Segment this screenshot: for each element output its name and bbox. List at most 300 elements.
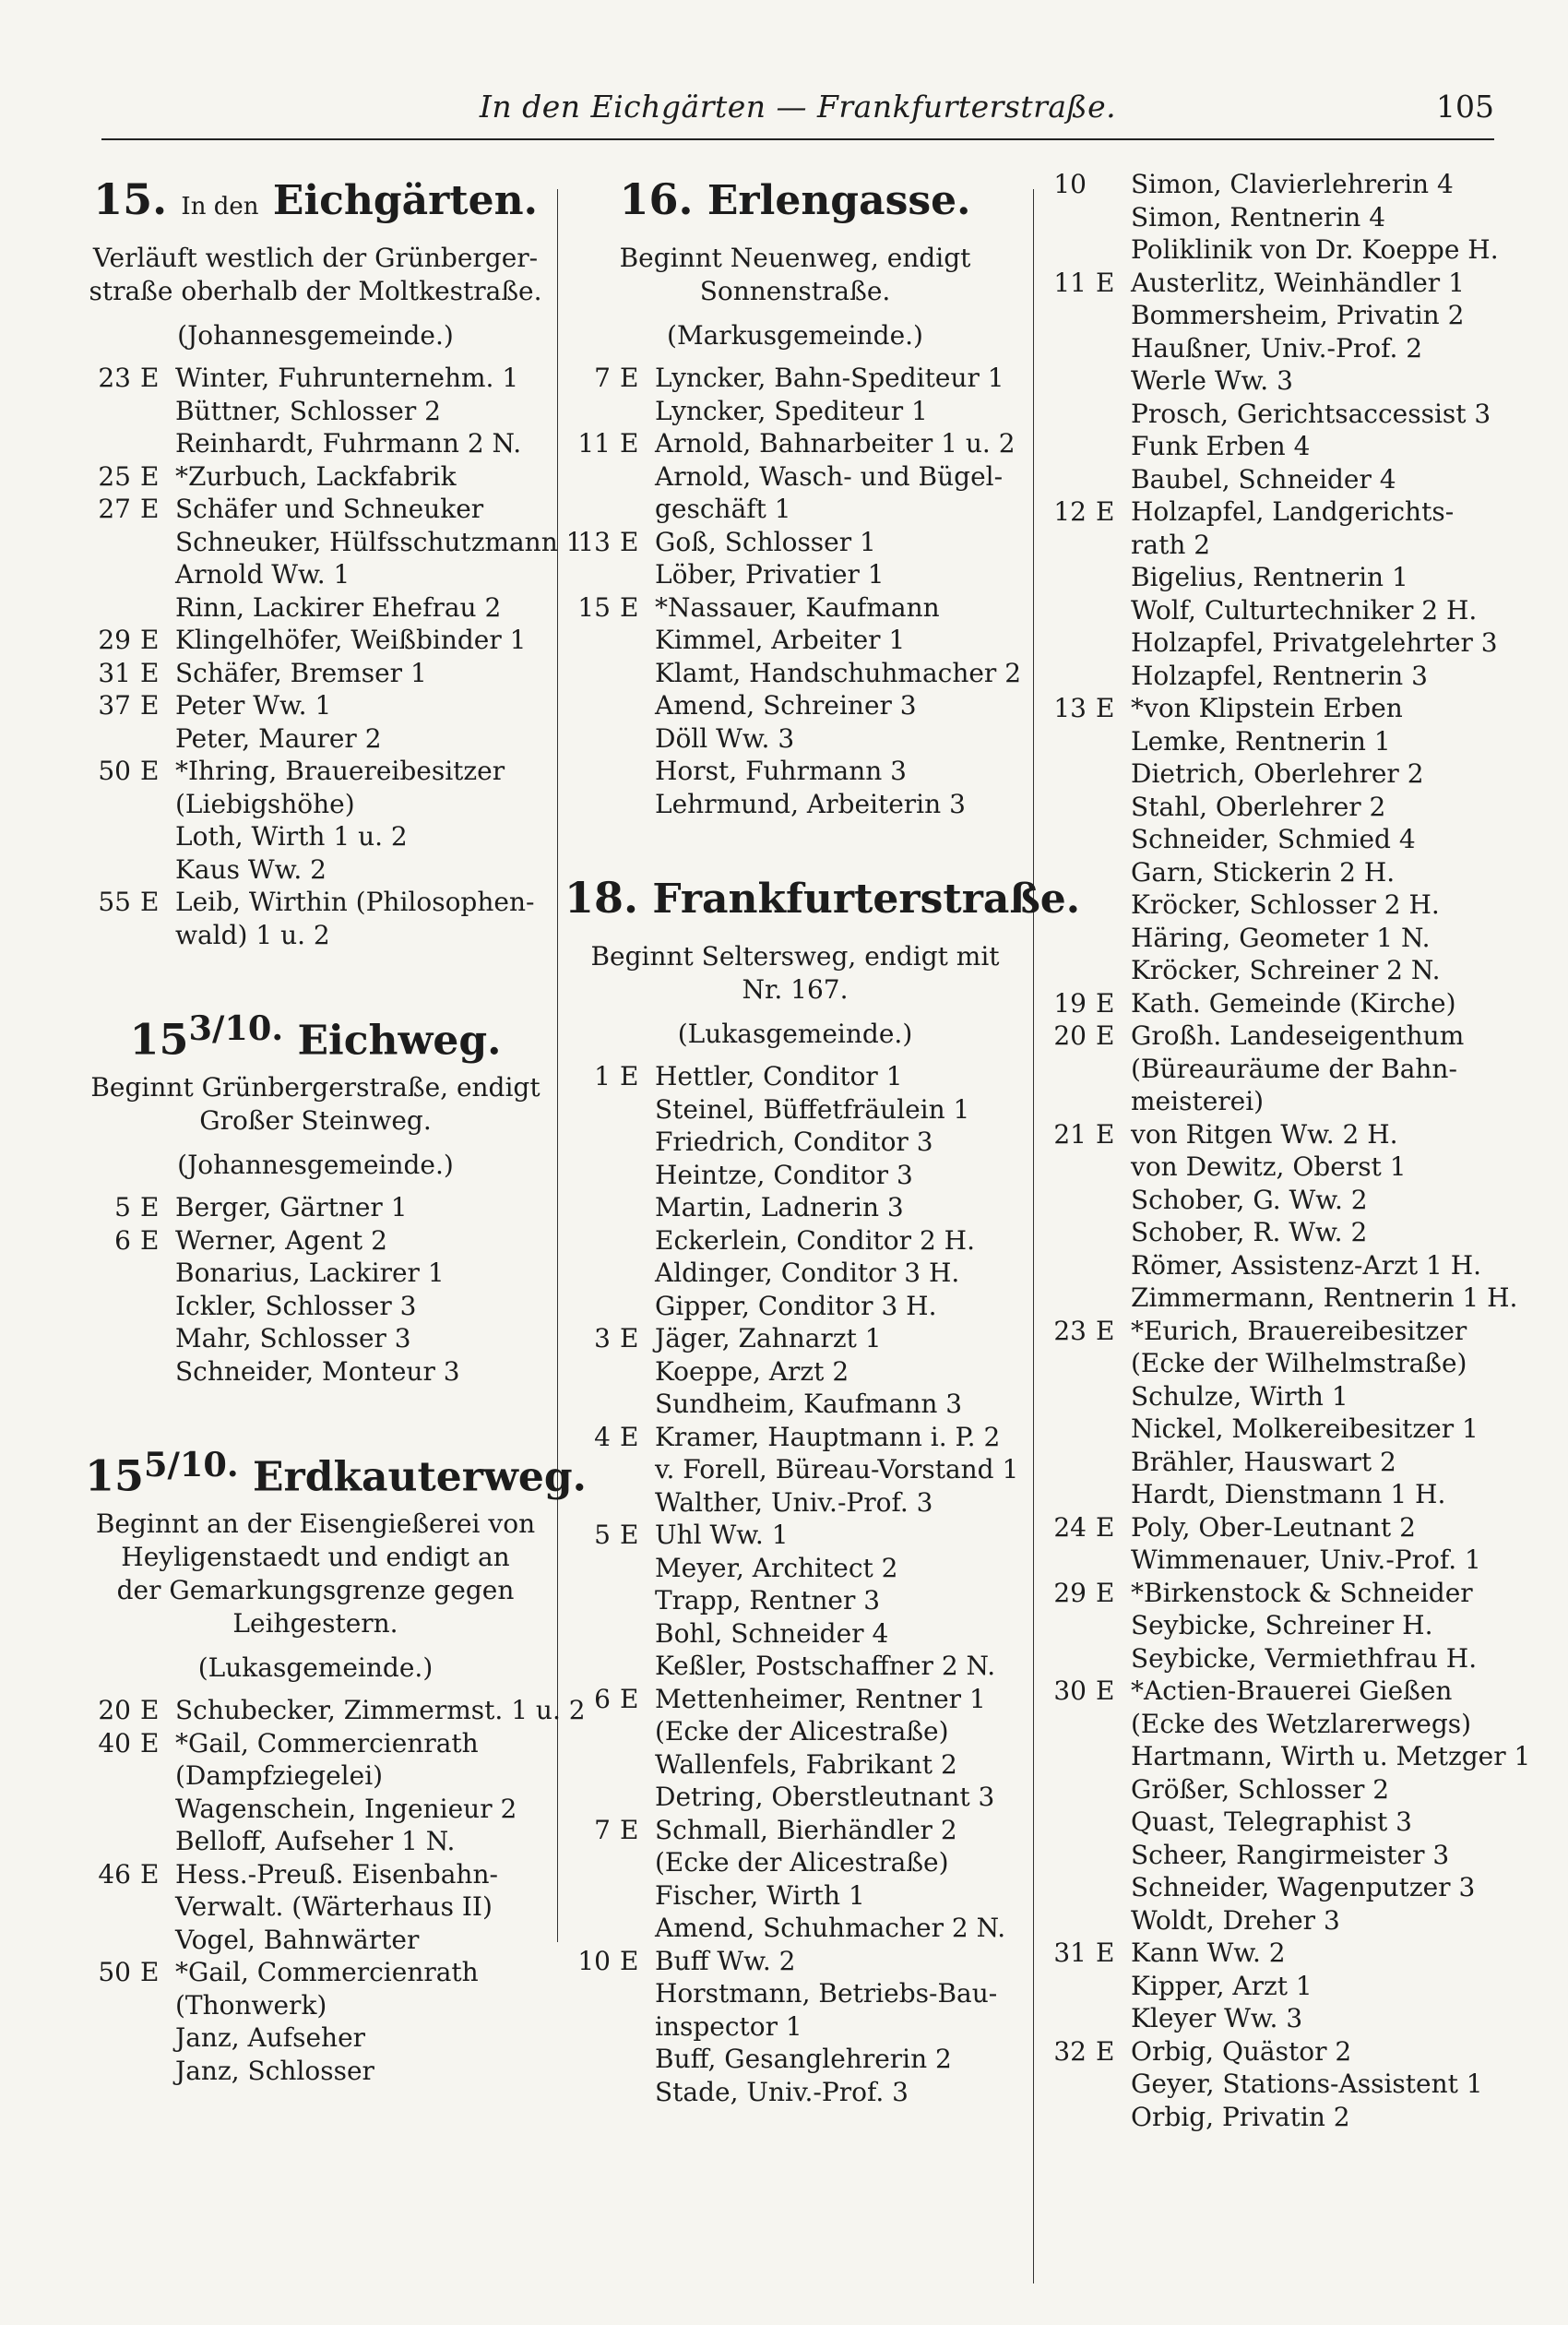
description-line: Heyligenstaedt und endigt an: [121, 1542, 510, 1572]
entry-line: Lehrmund, Arbeiterin 3: [655, 788, 966, 819]
description-line: Beginnt an der Eisengießerei von: [95, 1508, 536, 1539]
directory-entry: [85, 886, 546, 951]
owner-mark: E: [620, 1945, 639, 1976]
directory-entry: [85, 820, 546, 853]
entry-line: rath 2: [1131, 529, 1211, 560]
directory-entry: [85, 1191, 546, 1224]
directory-entry: [1040, 954, 1502, 987]
entry-line: Schneider, Schmied 4: [1131, 824, 1416, 854]
entry-text: [564, 2076, 1026, 2109]
entry-text: [1040, 594, 1502, 627]
directory-entry: [85, 1858, 546, 1924]
house-number: 29: [98, 625, 131, 655]
directory-entry: [1040, 1904, 1502, 1938]
entry-text: [564, 1977, 1026, 2043]
entry-text: [564, 755, 1026, 788]
entry-line: Mahr, Schlosser 3: [175, 1323, 411, 1353]
description-line: Sonnenstraße.: [699, 276, 891, 306]
entry-line: Holzapfel, Landgerichts-: [1131, 496, 1455, 527]
entry-line: v. Forell, Büreau-Vorstand 1: [655, 1454, 1019, 1484]
entry-line: Büttner, Schlosser 2: [175, 395, 441, 426]
entry-text: [85, 1924, 546, 1957]
house-number: 13: [1053, 693, 1087, 723]
entry-text: [1040, 1642, 1502, 1675]
street-section: [85, 1388, 587, 2087]
owner-mark: E: [140, 625, 160, 655]
house-number: 13: [577, 526, 611, 557]
owner-mark: E: [140, 1192, 160, 1222]
entry-text: [1040, 823, 1502, 856]
entry-text: [1040, 626, 1502, 660]
entry-text: [1040, 1380, 1502, 1413]
directory-entry: [564, 1093, 1026, 1127]
directory-entry: [1040, 1937, 1502, 1970]
entry-line: Seybicke, Vermiethfrau H.: [1131, 1642, 1478, 1674]
entry-text: [564, 1159, 1026, 1192]
directory-entry: [564, 1945, 1026, 1978]
house-number: 5: [114, 1192, 131, 1222]
entry-line: Schäfer, Bremser 1: [175, 657, 427, 688]
column-1: [85, 168, 587, 2087]
directory-entry: [85, 657, 546, 690]
entry-line: Fischer, Wirth 1: [655, 1879, 865, 1911]
directory-entry: [85, 1355, 546, 1389]
directory-entry: [1040, 823, 1502, 856]
owner-mark: E: [140, 657, 160, 688]
entry-line: Schulze, Wirth 1: [1131, 1380, 1348, 1412]
column-divider: [1033, 189, 1034, 2283]
directory-entry: [564, 526, 1026, 559]
entry-text: [85, 2055, 546, 2088]
entry-line: Wagenschein, Ingenieur 2: [175, 1793, 517, 1824]
entry-line: Bonarius, Lackirer 1: [175, 1258, 445, 1288]
entry-line: (Liebigshöhe): [175, 788, 355, 819]
entry-text: [1040, 1184, 1502, 1217]
entry-line: Janz, Schlosser: [175, 2055, 374, 2086]
directory-entry: [564, 1290, 1026, 1323]
entry-text: [1040, 2068, 1502, 2101]
directory-entry: [85, 755, 546, 820]
directory-entry: [1040, 1511, 1502, 1544]
house-number: 3: [594, 1323, 611, 1353]
entry-line: (Ecke der Alicestraße): [655, 1847, 949, 1878]
street-name: Eichweg.: [297, 1017, 502, 1065]
entry-text: [564, 558, 1026, 591]
directory-entry: [1040, 2068, 1502, 2101]
entry-line: meisterei): [1131, 1086, 1265, 1116]
entry-line: (Ecke der Wilhelmstraße): [1131, 1348, 1467, 1378]
directory-entry: [1040, 626, 1502, 660]
directory-entry: [564, 427, 1026, 460]
house-number: 46: [98, 1858, 131, 1890]
directory-entry: [564, 1912, 1026, 1945]
entry-line: Lyncker, Spediteur 1: [655, 395, 928, 426]
directory-entry: [1040, 856, 1502, 889]
parish-name: (Johannesgemeinde.): [177, 1150, 454, 1180]
entry-text: [85, 853, 546, 887]
entry-text: [85, 591, 546, 625]
entry-text: [1040, 364, 1502, 398]
directory-entry: [85, 526, 583, 559]
entry-line: Buff, Gesanglehrerin 2: [655, 2044, 952, 2074]
owner-mark: E: [140, 887, 160, 917]
directory-entry: [1040, 757, 1502, 791]
house-number: 50: [98, 1957, 131, 1987]
entry-line: Ickler, Schlosser 3: [175, 1290, 417, 1321]
directory-entry: [1040, 1839, 1502, 1872]
owner-mark: E: [620, 526, 639, 557]
entry-line: Meyer, Architect 2: [655, 1552, 898, 1583]
entry-text: [1040, 398, 1502, 431]
entry-text: [564, 788, 1026, 821]
entry-line: Werle Ww. 3: [1131, 365, 1293, 396]
entry-line: Simon, Clavierlehrerin 4: [1131, 169, 1454, 199]
entry-line: Hardt, Dienstmann 1 H.: [1131, 1479, 1446, 1509]
entry-line: Buff Ww. 2: [655, 1945, 796, 1976]
house-number: 7: [594, 1814, 611, 1845]
entry-line: Bigelius, Rentnerin 1: [1131, 562, 1408, 592]
entry-text: [564, 395, 1026, 428]
section-title: [564, 866, 1081, 929]
section-number: 15: [85, 1450, 145, 1501]
entry-text: [1040, 856, 1502, 889]
house-number: 23: [1053, 1315, 1087, 1346]
parish-name: (Markusgemeinde.): [667, 320, 923, 351]
entry-text: [564, 1552, 1026, 1585]
directory-entry: [1040, 2035, 1502, 2069]
entry-text: [1040, 1216, 1502, 1249]
entry-text: [1040, 660, 1502, 693]
directory-entry: [1040, 430, 1502, 463]
owner-mark: E: [620, 363, 639, 393]
entry-text: [564, 460, 1026, 526]
house-number: 12: [1053, 496, 1087, 527]
entry-line: Wolf, Culturtechniker 2 H.: [1131, 594, 1478, 626]
entry-text: [564, 722, 1026, 756]
section-number-fraction: 3/10.: [188, 1008, 284, 1048]
entry-line: Gipper, Conditor 3 H.: [655, 1290, 937, 1321]
directory-entry: [1040, 1019, 1502, 1118]
house-number: 40: [98, 1727, 131, 1759]
entry-line: Janz, Aufseher: [175, 2022, 366, 2053]
entry-text: [1040, 233, 1502, 267]
directory-entry: [564, 689, 1026, 722]
entry-line: Leib, Wirthin (Philosophen-: [175, 887, 535, 917]
description-line: Verläuft westlich der Grünberger-: [92, 243, 539, 273]
entry-text: [1040, 1609, 1502, 1642]
entry-text: [1040, 888, 1502, 922]
entry-text: [564, 1879, 1026, 1913]
entry-line: Haußner, Univ.-Prof. 2: [1131, 332, 1423, 364]
directory-entry: [564, 362, 1026, 395]
house-number: 15: [577, 591, 611, 623]
section-number: 15.: [93, 174, 168, 224]
entry-line: *Zurbuch, Lackfabrik: [175, 460, 457, 492]
owner-mark: E: [140, 1695, 160, 1725]
entry-text: [1040, 757, 1502, 791]
owner-mark: E: [1096, 1675, 1115, 1706]
directory-entry: [564, 460, 1026, 526]
entry-line: Kath. Gemeinde (Kirche): [1131, 987, 1456, 1019]
entry-line: Vogel, Bahnwärter: [175, 1924, 420, 1955]
entry-line: Löber, Privatier 1: [655, 559, 885, 590]
house-number: 7: [594, 363, 611, 393]
house-number: 20: [98, 1695, 131, 1725]
directory-entry: [564, 1650, 1026, 1683]
entry-line: Peter Ww. 1: [175, 690, 332, 721]
directory-entry: [1040, 463, 1502, 496]
entry-line: Holzapfel, Rentnerin 3: [1131, 660, 1428, 691]
owner-mark: E: [1096, 496, 1115, 527]
entry-line: Winter, Fuhrunternehm. 1: [175, 363, 519, 393]
entry-line: Orbig, Quästor 2: [1131, 2035, 1352, 2067]
entry-line: Steinel, Büffetfräulein 1: [655, 1093, 970, 1125]
entry-line: Schober, R. Ww. 2: [1131, 1217, 1368, 1247]
entry-text: [1040, 168, 1502, 201]
entry-line: Jäger, Zahnarzt 1: [655, 1323, 882, 1353]
entry-line: Kann Ww. 2: [1131, 1938, 1286, 1968]
directory-entry: [1040, 2101, 1502, 2134]
entry-line: Belloff, Aufseher 1 N.: [175, 1826, 456, 1856]
entry-line: Poliklinik von Dr. Koeppe H.: [1131, 234, 1499, 265]
entry-line: Hess.-Preuß. Eisenbahn-: [175, 1858, 498, 1890]
section-title: [85, 168, 546, 231]
directory-entry: [85, 395, 546, 428]
house-number: 19: [1053, 987, 1087, 1019]
entry-line: Detring, Oberstleutnant 3: [655, 1782, 995, 1812]
directory-entry: [85, 493, 546, 526]
entry-text: [1040, 725, 1502, 758]
entry-text: [564, 1191, 1026, 1224]
entry-text: [564, 1912, 1026, 1945]
entry-line: Eckerlein, Conditor 2 H.: [655, 1224, 975, 1256]
entry-text: [85, 526, 583, 559]
entry-line: Lemke, Rentnerin 1: [1131, 725, 1391, 757]
entry-text: [1040, 1413, 1502, 1446]
description-line: Beginnt Neuenweg, endigt: [619, 243, 971, 273]
entry-line: Häring, Geometer 1 N.: [1131, 922, 1431, 953]
directory-entry: [1040, 1184, 1502, 1217]
entry-line: Amend, Schuhmacher 2 N.: [655, 1913, 1006, 1943]
entry-line: *Gail, Commercienrath: [175, 1727, 479, 1759]
entry-line: Horst, Fuhrmann 3: [655, 756, 907, 786]
directory-entry: [85, 1727, 546, 1793]
entry-line: (Ecke des Wetzlarerwegs): [1131, 1708, 1472, 1739]
directory-entry: [85, 1956, 546, 2021]
entry-line: Mettenheimer, Rentner 1: [655, 1683, 986, 1714]
directory-entry: [1040, 1773, 1502, 1806]
directory-entry: [1040, 1282, 1518, 1315]
description-line: der Gemarkungsgrenze gegen: [116, 1575, 515, 1605]
entry-text: [564, 1617, 1026, 1651]
entry-text: [85, 1355, 546, 1389]
entry-line: Dietrich, Oberlehrer 2: [1131, 758, 1424, 789]
entry-line: Kleyer Ww. 3: [1131, 2003, 1303, 2033]
directory-entry: [85, 2055, 546, 2088]
description-line: Großer Steinweg.: [199, 1105, 432, 1136]
owner-mark: E: [620, 428, 639, 459]
directory-entry: [564, 1060, 1026, 1093]
entry-line: (Dampfziegelei): [175, 1760, 384, 1791]
entry-line: Keßler, Postschaffner 2 N.: [655, 1651, 996, 1681]
entry-line: Quast, Telegraphist 3: [1131, 1806, 1412, 1837]
section-gap: [85, 1388, 546, 1434]
entry-line: *von Klipstein Erben: [1131, 693, 1403, 723]
directory-entry: [1040, 594, 1502, 627]
entry-line: geschäft 1: [655, 494, 791, 524]
directory-entry: [564, 1748, 1026, 1782]
directory-entry: [1040, 1609, 1502, 1642]
entry-line: Wallenfels, Fabrikant 2: [655, 1748, 957, 1780]
house-number: 21: [1053, 1118, 1087, 1150]
owner-mark: E: [620, 1323, 639, 1353]
entry-text: [564, 2043, 1026, 2076]
directory-entry: [1040, 299, 1502, 332]
owner-mark: E: [1096, 2035, 1115, 2067]
entry-line: Holzapfel, Privatgelehrter 3: [1131, 627, 1498, 658]
directory-entry: [564, 558, 1026, 591]
parish-name: (Johannesgemeinde.): [177, 320, 454, 351]
entry-line: Garn, Stickerin 2 H.: [1131, 856, 1396, 888]
directory-entry: [85, 853, 546, 887]
entry-text: [564, 1126, 1026, 1159]
owner-mark: E: [140, 1858, 160, 1890]
entry-text: [1040, 1544, 1502, 1577]
entry-text: [564, 1486, 1026, 1520]
directory-entry: [1040, 233, 1502, 267]
entry-line: Uhl Ww. 1: [655, 1520, 789, 1550]
parish-name: (Lukasgemeinde.): [197, 1652, 434, 1683]
owner-mark: E: [1096, 693, 1115, 723]
entry-line: Schneuker, Hülfsschutzmann 1: [175, 526, 583, 557]
entry-text: [564, 1388, 1026, 1421]
section-number-fraction: 5/10.: [144, 1445, 239, 1484]
entry-text: [564, 1748, 1026, 1782]
entry-line: Simon, Rentnerin 4: [1131, 201, 1386, 232]
entry-line: Werner, Agent 2: [175, 1224, 387, 1256]
entry-line: Hettler, Conditor 1: [655, 1061, 903, 1091]
directory-entry: [564, 395, 1026, 428]
owner-mark: E: [1096, 1938, 1115, 1968]
directory-entry: [1040, 1446, 1502, 1479]
entry-line: *Nassauer, Kaufmann: [655, 591, 940, 623]
house-number: 31: [98, 657, 131, 688]
section-gap: [85, 951, 546, 997]
entry-text: [1040, 791, 1502, 824]
entry-line: Bommersheim, Privatin 2: [1131, 300, 1465, 330]
directory-entry: [1040, 725, 1502, 758]
entry-line: (Büreauräume der Bahn-: [1131, 1053, 1457, 1084]
street-description: [85, 1508, 546, 1640]
directory-entry: [85, 1825, 546, 1858]
directory-entry: [1040, 364, 1502, 398]
owner-mark: E: [140, 494, 160, 524]
owner-mark: E: [620, 1061, 639, 1091]
directory-entry: [1040, 267, 1502, 300]
house-number: 10: [577, 1945, 611, 1976]
entry-line: Friedrich, Conditor 3: [655, 1127, 933, 1157]
owner-mark: E: [140, 460, 160, 492]
owner-mark: E: [620, 1421, 639, 1452]
directory-entry: [1040, 1216, 1502, 1249]
entry-line: Schubecker, Zimmermst. 1 u. 2: [175, 1695, 586, 1725]
directory-entry: [1040, 791, 1502, 824]
directory-entry: [85, 591, 546, 625]
entry-text: [1040, 1151, 1502, 1184]
house-number: 29: [1053, 1577, 1087, 1608]
street-description: [85, 1071, 546, 1138]
directory-entry: [564, 1159, 1026, 1192]
directory-entry: [85, 460, 546, 494]
house-number: 23: [98, 363, 131, 393]
directory-entry: [564, 1453, 1026, 1486]
owner-mark: E: [620, 1814, 639, 1845]
entry-text: [564, 1584, 1026, 1617]
directory-entry: [1040, 398, 1502, 431]
entry-text: [85, 722, 546, 756]
entry-text: [1040, 1478, 1502, 1511]
entry-line: Geyer, Stations-Assistent 1: [1131, 2069, 1483, 2099]
entry-line: Peter, Maurer 2: [175, 722, 382, 754]
entry-line: Goß, Schlosser 1: [655, 526, 876, 557]
entry-text: [1040, 299, 1502, 332]
entry-line: Nickel, Molkereibesitzer 1: [1131, 1413, 1479, 1444]
owner-mark: E: [1096, 1020, 1115, 1051]
entry-line: Stade, Univ.-Prof. 3: [655, 2076, 909, 2107]
house-number: 20: [1053, 1020, 1087, 1051]
directory-entry: [85, 1257, 546, 1290]
directory-entry: [1040, 987, 1502, 1020]
entry-text: [85, 1290, 546, 1323]
entry-line: Kröcker, Schlosser 2 H.: [1131, 889, 1440, 920]
directory-entry: [1040, 561, 1502, 594]
entry-line: Verwalt. (Wärterhaus II): [175, 1891, 493, 1922]
directory-entry: [564, 2076, 1026, 2109]
entry-line: von Dewitz, Oberst 1: [1131, 1151, 1407, 1182]
house-number: 6: [594, 1683, 611, 1714]
house-number: 25: [98, 460, 131, 492]
entry-line: *Ihring, Brauereibesitzer: [175, 756, 505, 786]
description-line: Beginnt Seltersweg, endigt mit: [590, 941, 1000, 972]
entry-text: [564, 1781, 1026, 1814]
directory-entry: [85, 1224, 546, 1258]
entry-line: inspector 1: [655, 2010, 802, 2042]
entry-line: Klamt, Handschuhmacher 2: [655, 657, 1022, 688]
directory-entry: [1040, 332, 1502, 365]
entry-line: Kramer, Hauptmann i. P. 2: [655, 1421, 1001, 1452]
entry-text: [85, 558, 546, 591]
owner-mark: E: [620, 591, 639, 623]
directory-entry: [85, 1290, 546, 1323]
entry-line: Rinn, Lackirer Ehefrau 2: [175, 591, 502, 623]
section-number: 15: [129, 1014, 189, 1065]
house-number: 37: [98, 690, 131, 721]
entry-text: [1040, 1871, 1502, 1904]
entry-line: Schäfer und Schneuker: [175, 494, 484, 524]
entry-line: Sundheim, Kaufmann 3: [655, 1389, 963, 1419]
directory-entry: [1040, 1249, 1502, 1282]
directory-entry: [1040, 1380, 1502, 1413]
entry-text: [1040, 430, 1502, 463]
directory-entry: [1040, 1315, 1502, 1380]
street-name: Erlengasse.: [707, 177, 971, 224]
directory-entry: [564, 1879, 1026, 1913]
directory-entry: [85, 2021, 546, 2055]
entry-line: *Birkenstock & Schneider: [1131, 1577, 1473, 1608]
entry-line: Austerlitz, Weinhändler 1: [1131, 267, 1465, 298]
house-number: 27: [98, 494, 131, 524]
entry-text: [1040, 1773, 1502, 1806]
